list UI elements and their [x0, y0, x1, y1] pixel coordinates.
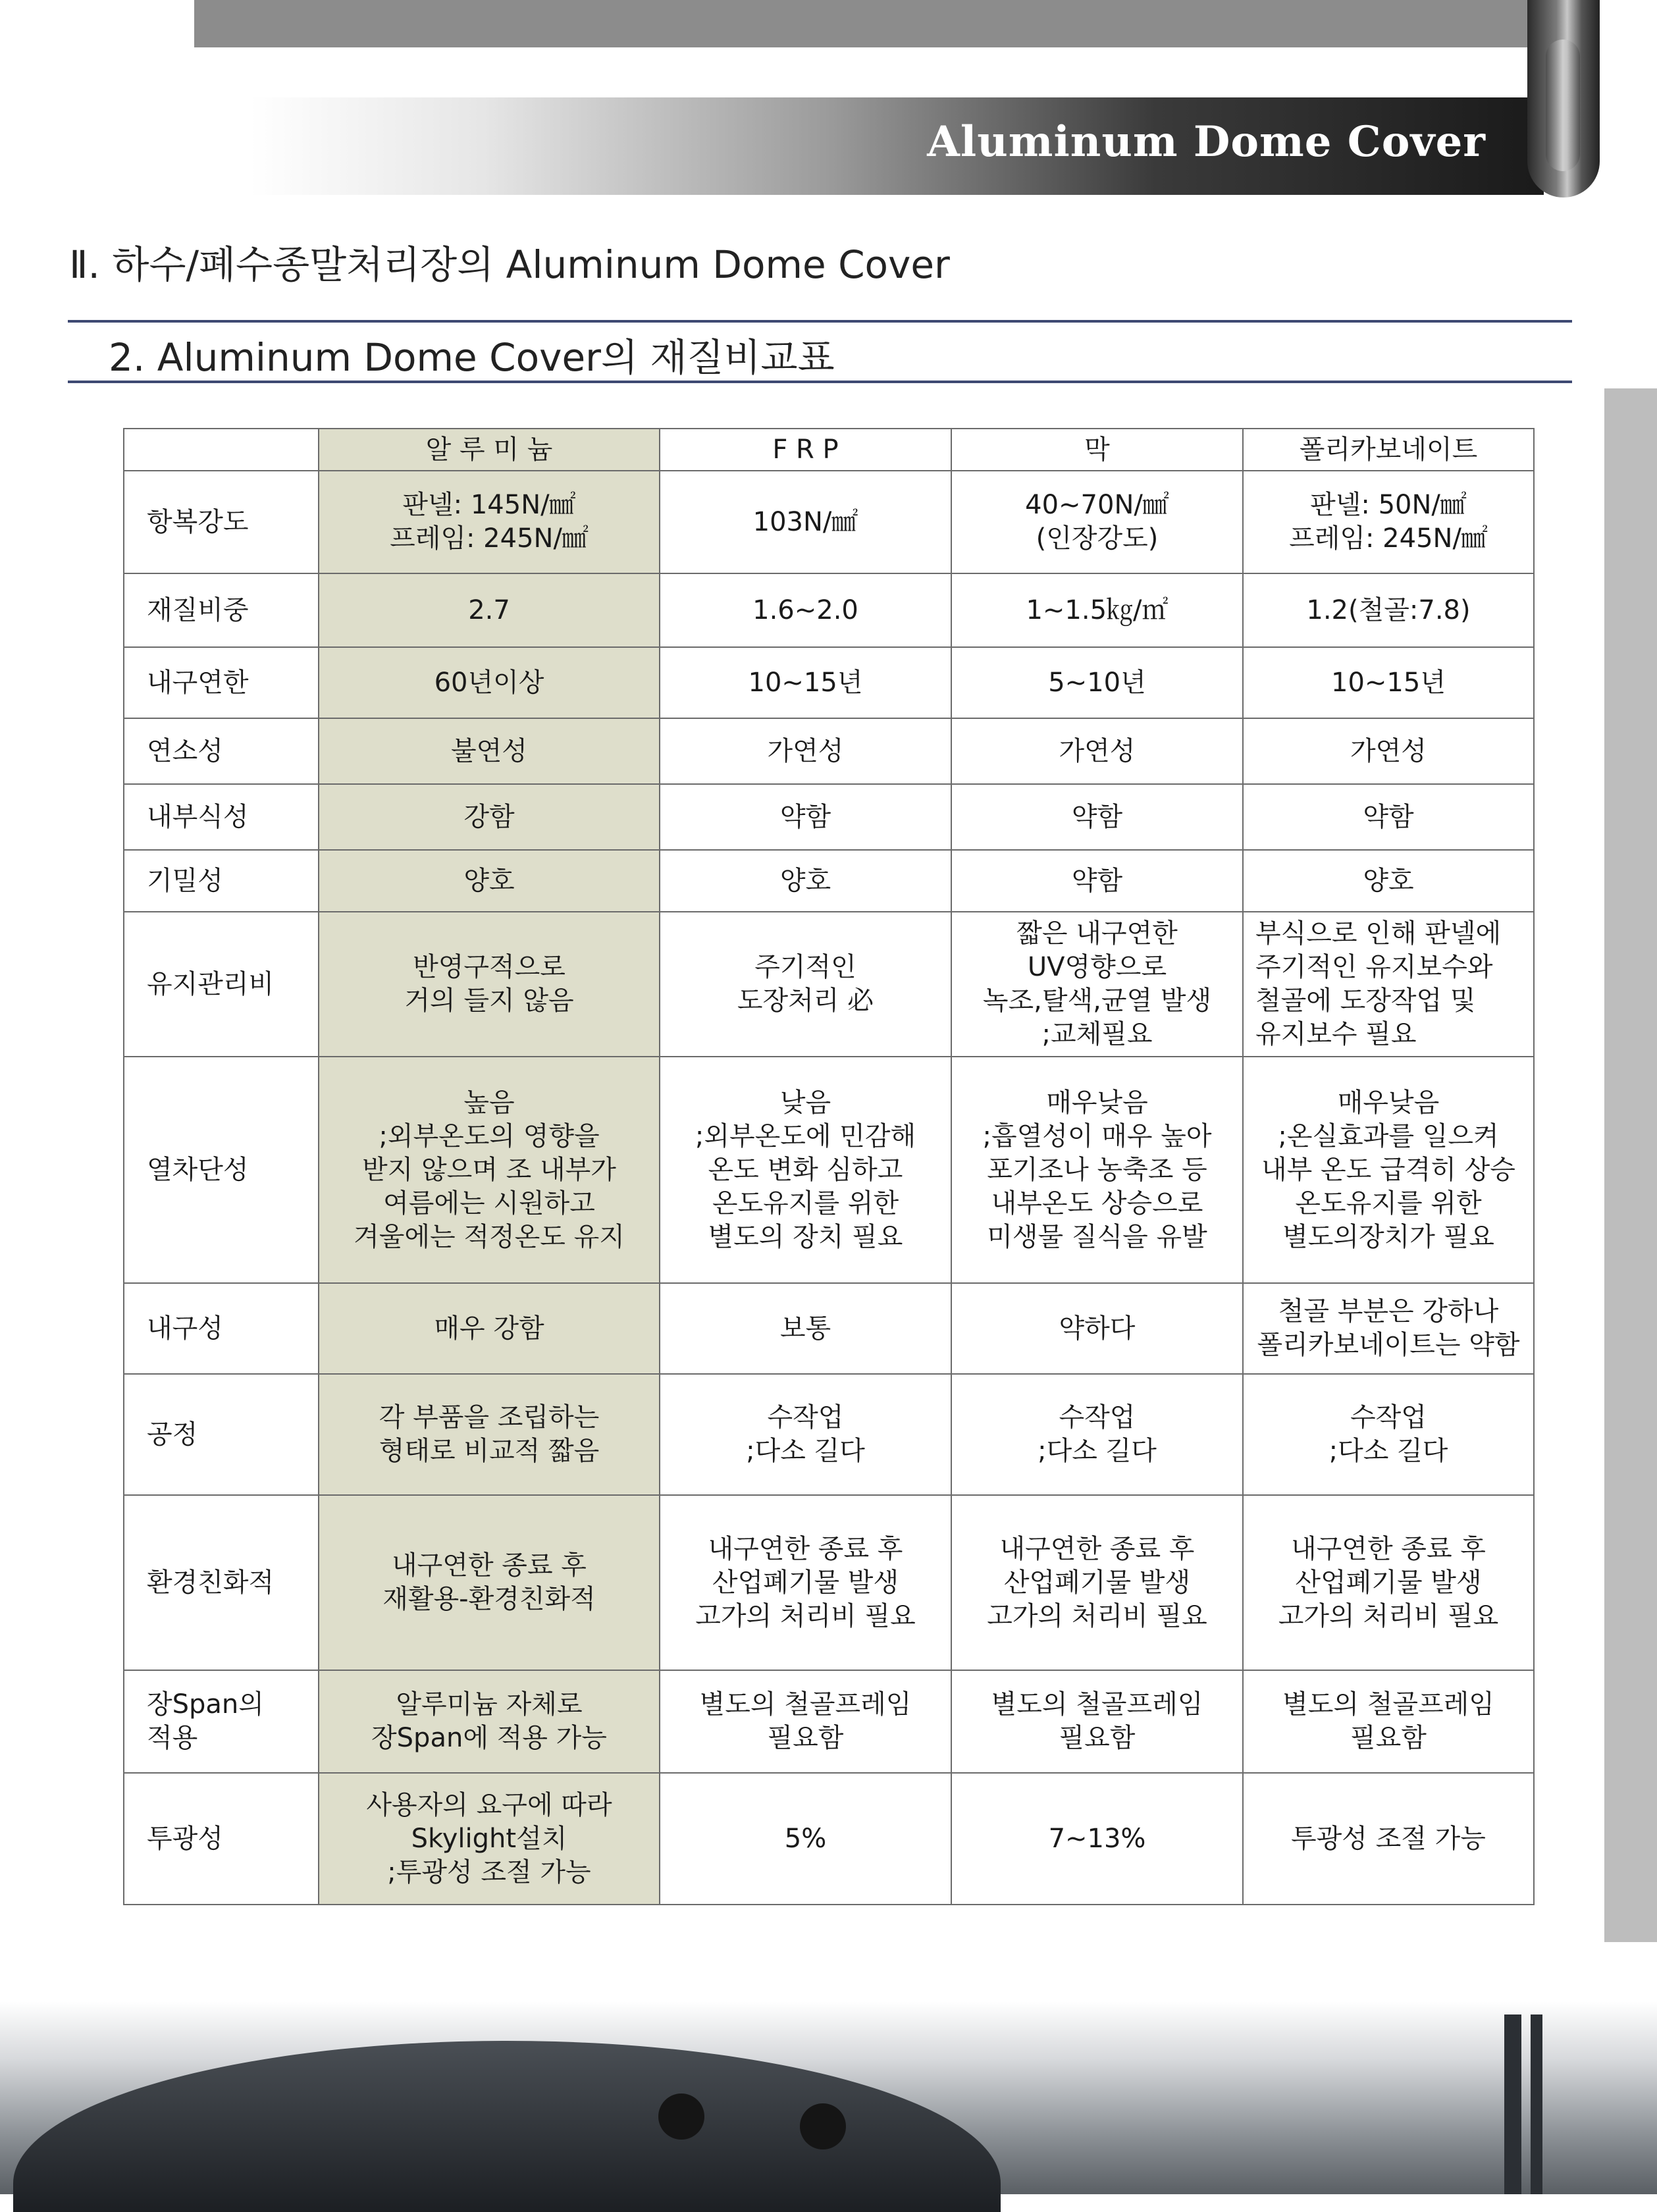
- cell-polycarbonate: 매우낮음 ;온실효과를 일으켜 내부 온도 급격히 상승 온도유지를 위한 별도의장치가 필요: [1243, 1057, 1534, 1283]
- header-cell-polycarbonate: 폴리카보네이트: [1243, 429, 1534, 471]
- cell-membrane: 내구연한 종료 후 산업폐기물 발생 고가의 처리비 필요: [951, 1495, 1243, 1670]
- cell-polycarbonate: 1.2(철골:7.8): [1243, 573, 1534, 647]
- cell-frp: 1.6~2.0: [660, 573, 951, 647]
- table-row: [124, 1283, 1534, 1374]
- cell-membrane: 짧은 내구연한 UV영향으로 녹조,탈색,균열 발생 ;교체필요: [951, 912, 1243, 1057]
- cell-polycarbonate: 투광성 조절 가능: [1243, 1773, 1534, 1905]
- cell-polycarbonate: 가연성: [1243, 718, 1534, 784]
- cell-membrane: 약하다: [951, 1283, 1243, 1374]
- table-row: [124, 850, 1534, 912]
- table-row: [124, 1374, 1534, 1495]
- cell-membrane: 7~13%: [951, 1773, 1243, 1905]
- worker-silhouette: [800, 2103, 846, 2149]
- cell-membrane: 가연성: [951, 718, 1243, 784]
- cell-membrane: 별도의 철골프레임 필요함: [951, 1670, 1243, 1773]
- row-label: 항복강도: [124, 471, 319, 573]
- row-label: 내구성: [124, 1283, 319, 1374]
- cell-membrane: 약함: [951, 850, 1243, 912]
- cell-frp: 103N/㎟: [660, 471, 951, 573]
- table-row: [124, 647, 1534, 718]
- cell-frp: 주기적인 도장처리 必: [660, 912, 951, 1057]
- cell-frp: 보통: [660, 1283, 951, 1374]
- row-label: 내구연한: [124, 647, 319, 718]
- pipe-ornament-image: [1527, 0, 1600, 198]
- header-cell-aluminum: 알 루 미 늄: [319, 429, 660, 471]
- cell-aluminum: 사용자의 요구에 따라 Skylight설치 ;투광성 조절 가능: [319, 1773, 660, 1905]
- table-row: [124, 784, 1534, 850]
- cell-aluminum: 2.7: [319, 573, 660, 647]
- cell-membrane: 약함: [951, 784, 1243, 850]
- cell-frp: 낮음 ;외부온도에 민감해 온도 변화 심하고 온도유지를 위한 별도의 장치 필요: [660, 1057, 951, 1283]
- cell-aluminum: 반영구적으로 거의 들지 않음: [319, 912, 660, 1057]
- row-label: 장Span의 적용: [124, 1670, 319, 1773]
- cell-polycarbonate: 판넬: 50N/㎟ 프레임: 245N/㎟: [1243, 471, 1534, 573]
- cell-frp: 10~15년: [660, 647, 951, 718]
- row-label: 유지관리비: [124, 912, 319, 1057]
- table-header-row: [124, 429, 1534, 471]
- cell-frp: 양호: [660, 850, 951, 912]
- cell-aluminum: 높음 ;외부온도의 영향을 받지 않으며 조 내부가 여름에는 시원하고 겨울에는 적정온도 유지: [319, 1057, 660, 1283]
- cell-membrane: 매우낮음 ;흡열성이 매우 높아 포기조나 농축조 등 내부온도 상승으로 미생물 질식을 유발: [951, 1057, 1243, 1283]
- row-label: 공정: [124, 1374, 319, 1495]
- cell-frp: 내구연한 종료 후 산업폐기물 발생 고가의 처리비 필요: [660, 1495, 951, 1670]
- cell-frp: 별도의 철골프레임 필요함: [660, 1670, 951, 1773]
- header-cell-membrane: 막: [951, 429, 1243, 471]
- table-row: [124, 471, 1534, 573]
- table-row: [124, 573, 1534, 647]
- comparison-table: [123, 428, 1535, 1905]
- row-label: 열차단성: [124, 1057, 319, 1283]
- header-cell-blank: [124, 429, 319, 471]
- row-label: 기밀성: [124, 850, 319, 912]
- cell-polycarbonate: 별도의 철골프레임 필요함: [1243, 1670, 1534, 1773]
- cell-frp: 약함: [660, 784, 951, 850]
- cell-aluminum: 판넬: 145N/㎟ 프레임: 245N/㎟: [319, 471, 660, 573]
- top-gray-strip: [194, 0, 1544, 47]
- row-label: 투광성: [124, 1773, 319, 1905]
- header-cell-frp: F R P: [660, 429, 951, 471]
- worker-silhouette: [658, 2094, 704, 2140]
- cell-polycarbonate: 부식으로 인해 판넬에 주기적인 유지보수와 철골에 도장작업 및 유지보수 필요: [1243, 912, 1534, 1057]
- cell-polycarbonate: 내구연한 종료 후 산업폐기물 발생 고가의 처리비 필요: [1243, 1495, 1534, 1670]
- cell-aluminum: 매우 강함: [319, 1283, 660, 1374]
- cell-aluminum: 양호: [319, 850, 660, 912]
- cell-frp: 5%: [660, 1773, 951, 1905]
- row-label: 환경친화적: [124, 1495, 319, 1670]
- cell-polycarbonate: 수작업 ;다소 길다: [1243, 1374, 1534, 1495]
- cell-aluminum: 60년이상: [319, 647, 660, 718]
- cell-aluminum: 강함: [319, 784, 660, 850]
- cell-membrane: 수작업 ;다소 길다: [951, 1374, 1243, 1495]
- table-row: [124, 1057, 1534, 1283]
- chimney-stack: [1531, 2014, 1542, 2194]
- row-label: 재질비중: [124, 573, 319, 647]
- side-gray-bar: [1604, 388, 1657, 1942]
- table-row: [124, 1773, 1534, 1905]
- cell-polycarbonate: 철골 부분은 강하나 폴리카보네이트는 약함: [1243, 1283, 1534, 1374]
- banner-title: Aluminum Dome Cover: [927, 117, 1486, 167]
- row-label: 연소성: [124, 718, 319, 784]
- cell-frp: 수작업 ;다소 길다: [660, 1374, 951, 1495]
- cell-aluminum: 각 부품을 조립하는 형태로 비교적 짧음: [319, 1374, 660, 1495]
- cell-polycarbonate: 10~15년: [1243, 647, 1534, 718]
- section-title: Ⅱ. 하수/폐수종말처리장의 Aluminum Dome Cover: [69, 242, 950, 287]
- row-label: 내부식성: [124, 784, 319, 850]
- cell-polycarbonate: 약함: [1243, 784, 1534, 850]
- cell-aluminum: 알루미늄 자체로 장Span에 적용 가능: [319, 1670, 660, 1773]
- cell-aluminum: 내구연한 종료 후 재활용-환경친화적: [319, 1495, 660, 1670]
- page-subtitle: 2. Aluminum Dome Cover의 재질비교표: [109, 335, 835, 380]
- cell-frp: 가연성: [660, 718, 951, 784]
- table-row: [124, 912, 1534, 1057]
- cell-membrane: 1~1.5㎏/㎡: [951, 573, 1243, 647]
- table-row: [124, 718, 1534, 784]
- cell-membrane: 40~70N/㎟ (인장강도): [951, 471, 1243, 573]
- table-row: [124, 1495, 1534, 1670]
- cell-membrane: 5~10년: [951, 647, 1243, 718]
- cell-aluminum: 불연성: [319, 718, 660, 784]
- table-row: [124, 1670, 1534, 1773]
- chimney-stack: [1504, 2014, 1521, 2194]
- cell-polycarbonate: 양호: [1243, 850, 1534, 912]
